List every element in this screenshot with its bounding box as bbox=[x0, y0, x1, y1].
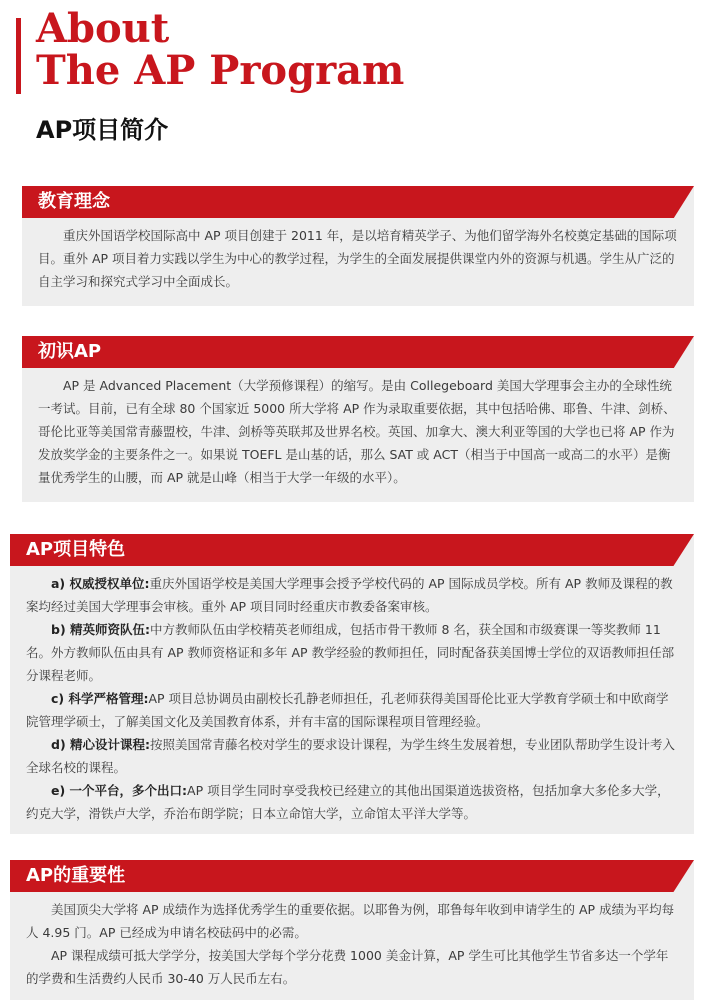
paragraph: AP 是 Advanced Placement（大学预修课程）的缩写。是由 Collegeboard 美国大学理事会主办的全球性统一考试。目前，已有全球 80 个国家近 5000 所大学将 AP 作为录取重要依据，其中包括哈佛、耶鲁、牛津、剑桥、哥伦比亚等美国常青藤盟校，牛津、剑桥等英联邦及世界名校。英国、加拿大、澳大利亚等国的大学也已将 AP 作为发放奖学金的主要条件之一。如果说 TOEFL 是山基的话，那么 SAT 或 ACT（相当于中国高一或高二的水平）是衡量优秀学生的山腰，而 AP 就是山峰（相当于大学一年级的水平）。 bbox=[38, 378, 676, 485]
section-education-philosophy bbox=[22, 186, 694, 306]
section-header bbox=[22, 336, 694, 368]
feature-item-management bbox=[26, 687, 680, 733]
section-title: 教育理念 bbox=[38, 191, 110, 212]
feature-text: 重庆外国语学校是美国大学理事会授予学校代码的 AP 国际成员学校。所有 AP 教师及课程的教案均经过美国大学理事会审核。重外 AP 项目同时经重庆市教委备案审核。 bbox=[26, 576, 673, 614]
section-header bbox=[22, 186, 694, 218]
feature-text: 按照美国常青藤名校对学生的要求设计课程，为学生终生发展着想，专业团队帮助学生设计考入全球名校的课程。 bbox=[26, 737, 676, 775]
title-line-about: About bbox=[36, 5, 170, 52]
section-body bbox=[10, 892, 694, 998]
section-ap-features bbox=[10, 534, 694, 834]
section-title: AP的重要性 bbox=[26, 865, 126, 886]
section-ap-importance bbox=[10, 860, 694, 1000]
feature-text: AP 项目总协调员由副校长孔静老师担任，孔老师获得美国哥伦比亚大学教育学硕士和中欧商学院管理学硕士，了解美国文化及美国教育体系，并有丰富的国际课程项目管理经验。 bbox=[26, 691, 669, 729]
header-band bbox=[22, 186, 694, 218]
feature-label: b) 精英师资队伍: bbox=[51, 622, 151, 637]
title-line-program: The AP Program bbox=[36, 47, 405, 94]
header-band bbox=[22, 336, 694, 368]
section-body bbox=[10, 566, 694, 833]
feature-text: AP 项目学生同时享受我校已经建立的其他出国渠道选拔资格，包括加拿大多伦多大学，约克大学，滑铁卢大学，乔治布朗学院；日本立命馆大学，立命馆太平洋大学等。 bbox=[26, 783, 670, 821]
section-header bbox=[10, 860, 694, 892]
feature-label: d) 精心设计课程: bbox=[51, 737, 151, 752]
feature-label: a) 权威授权单位: bbox=[51, 576, 150, 591]
paragraph: 重庆外国语学校国际高中 AP 项目创建于 2011 年，是以培育精英学子、为他们留学海外名校奠定基础的国际项目。重外 AP 项目着力实践以学生为中心的教学过程，为学生的全面发展提供课堂内外的资源与机遇。学生从广泛的自主学习和探究式学习中全面成长。 bbox=[38, 228, 677, 289]
page-title-chinese: AP项目简介 bbox=[36, 116, 169, 144]
feature-text: 中方教师队伍由学校精英老师组成，包括市骨干教师 8 名，获全国和市级赛课一等奖教师 11 名。外方教师队伍由具有 AP 教师资格证和多年 AP 教学经验的教师担任，同时配备获美国博士学位的双语教师担任部分课程老师。 bbox=[26, 622, 675, 683]
title-accent-bar bbox=[16, 18, 21, 94]
section-body bbox=[22, 368, 694, 497]
feature-item-authority bbox=[26, 572, 680, 618]
feature-item-curriculum bbox=[26, 733, 680, 779]
feature-item-platform bbox=[26, 779, 680, 825]
section-title: AP项目特色 bbox=[26, 539, 126, 560]
page-title-english bbox=[36, 5, 405, 94]
section-title: 初识AP bbox=[38, 341, 102, 362]
section-header bbox=[10, 534, 694, 566]
section-intro-ap bbox=[22, 336, 694, 502]
paragraph: 美国顶尖大学将 AP 成绩作为选择优秀学生的重要依据。以耶鲁为例，耶鲁每年收到申请学生的 AP 成绩为平均每人 4.95 门。AP 已经成为申请名校砝码中的必需。 bbox=[26, 902, 675, 940]
paragraph: AP 课程成绩可抵大学学分，按美国大学每个学分花费 1000 美金计算，AP 学生可比其他学生节省多达一个学年的学费和生活费约人民币 30-40 万人民币左右。 bbox=[26, 948, 669, 986]
feature-label: e) 一个平台，多个出口: bbox=[51, 783, 188, 798]
section-body bbox=[22, 218, 694, 301]
feature-item-teachers bbox=[26, 618, 680, 687]
feature-label: c) 科学严格管理: bbox=[51, 691, 149, 706]
